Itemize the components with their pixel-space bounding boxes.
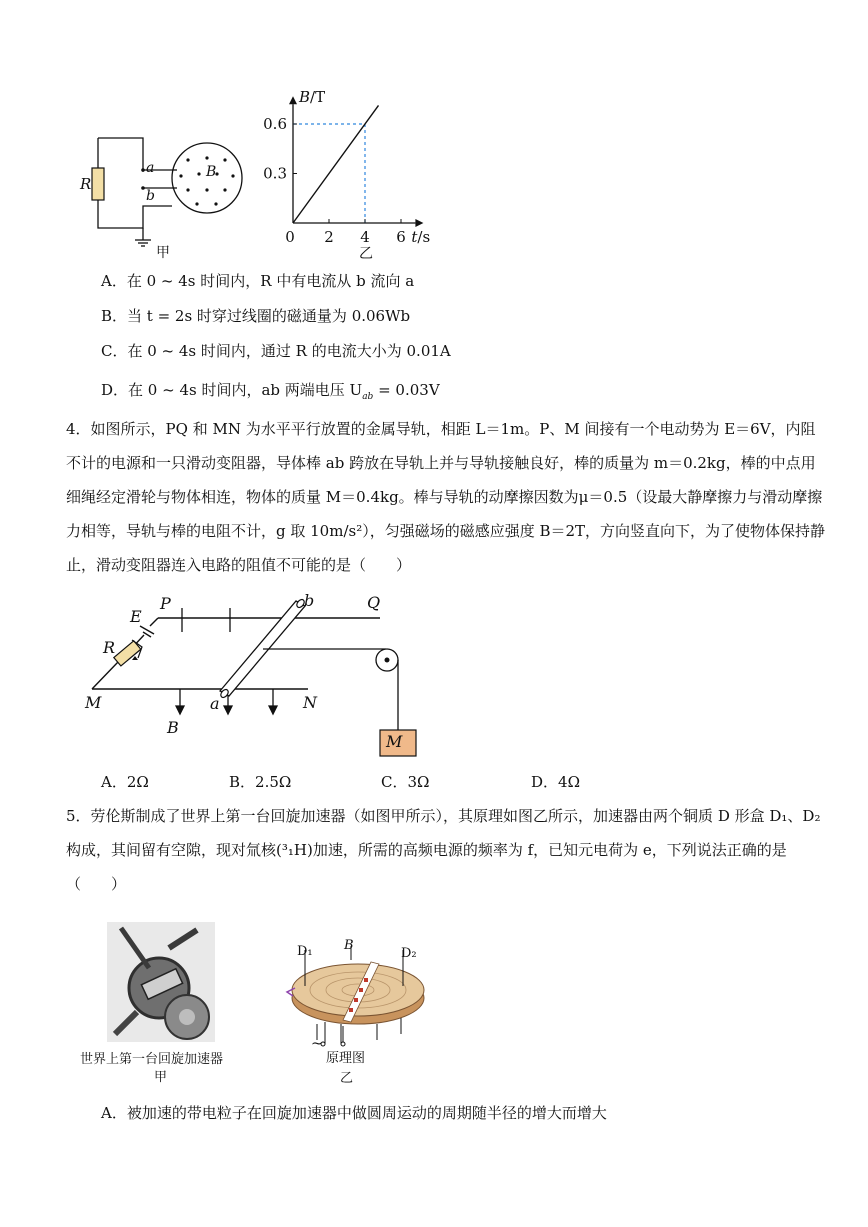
field-arrows: [176, 608, 277, 714]
diagram-caption-yi: 乙: [340, 1071, 354, 1086]
x-axis-label: t/s: [411, 228, 431, 246]
q3-option-d-subscript: ab: [362, 392, 374, 402]
field-b-label: B: [206, 164, 217, 180]
resistor-symbol: [92, 168, 104, 200]
q4-option-c: C．3Ω: [381, 773, 430, 791]
q4-question-text: 4．如图所示，PQ 和 MN 为水平平行放置的金属导轨，相距 L＝1m。P、M 间接有一个电动势为 E＝6V，内阻不计的电源和一只滑动变阻器，导体棒 ab 跨放在导轨上并与导轨接触良好，棒的质量为 m＝0.2kg，棒的中点用细绳经定滑轮与物体相连，物体的质量 M＝0.4kg。棒与导轨的动摩擦因数为μ＝0.5（设最大静摩擦力与滑动摩擦力相等，导轨与棒的电阻不计，g 取 10m/s²），匀强磁场的磁感应强度 B＝2T，方向竖直向下，为了使物体保持静止，滑动变阻器连入电路的阻值不可能的是（ ）: [66, 420, 826, 574]
resistor-label: R: [80, 175, 92, 193]
origin-label: 0: [285, 228, 295, 246]
q3-option-b: B．当 t = 2s 时穿过线圈的磁通量为 0.06Wb: [101, 307, 411, 325]
q3-option-d-suffix: = 0.03V: [373, 381, 440, 399]
series-line-b: [293, 105, 379, 223]
y-tick-label: 0.6: [263, 115, 287, 133]
q3-option-d: [101, 380, 440, 407]
y-axis-arrow: [289, 96, 297, 104]
terminal-b-label: b: [146, 188, 155, 204]
q5-option-a: A．被加速的带电粒子在回旋加速器中做圆周运动的周期随半径的增大而增大: [101, 1104, 607, 1122]
diagram-label-d2: D₂: [401, 946, 417, 961]
diagram-caption: 原理图: [326, 1051, 366, 1066]
terminal-a-label: a: [146, 160, 155, 176]
q4-options: [101, 771, 821, 793]
q4-option-a: A．2Ω: [101, 773, 149, 791]
rail-label-b: b: [304, 591, 315, 610]
q3-option-d-prefix: D．在 0 ~ 4s 时间内，ab 两端电压 U: [101, 381, 363, 399]
rail-label-p: P: [160, 594, 171, 613]
figure-caption-yi: 乙: [359, 246, 373, 262]
mass-label-m: M: [386, 732, 403, 751]
rail-label-a: a: [210, 694, 220, 713]
q3-option-a: A．在 0 ~ 4s 时间内，R 中有电流从 b 流向 a: [101, 272, 415, 290]
photo-caption-jia: 甲: [154, 1070, 168, 1085]
y-tick-label: 0.3: [263, 164, 287, 183]
source-label-e: E: [130, 607, 142, 626]
rail-label-q: Q: [367, 593, 381, 612]
cyclotron-photo: [107, 922, 215, 1042]
circuit-figure: [75, 128, 255, 258]
x-tick-label: 2: [324, 228, 334, 246]
diagram-source-symbol: ~: [311, 1036, 323, 1052]
rail-label-m: M: [85, 693, 102, 712]
field-label-b: B: [167, 718, 179, 737]
x-tick-label: 6: [396, 228, 406, 246]
rheostat-label-r: R: [103, 638, 116, 657]
b-t-graph: [260, 88, 435, 258]
x-axis-arrow: [415, 219, 423, 227]
rail-label-n: N: [303, 693, 317, 712]
q4-option-b: B．2.5Ω: [229, 773, 292, 791]
q4-option-d: D．4Ω: [531, 773, 581, 791]
figure-caption-jia: 甲: [156, 245, 170, 261]
q3-option-c: C．在 0 ~ 4s 时间内，通过 R 的电流大小为 0.01A: [101, 342, 451, 360]
q5-question-text: 5．劳伦斯制成了世界上第一台回旋加速器（如图甲所示），其原理如图乙所示，加速器由两个铜质 D 形盒 D₁、D₂ 构成，其间留有空隙，现对氚核(³₁H)加速，所需的高频电源的频率为 f，已知元电荷为 e，下列说法正确的是（ ）: [66, 807, 821, 893]
diagram-label-b: B: [344, 938, 354, 953]
diagram-label-d1: D₁: [297, 944, 313, 959]
photo-caption: 世界上第一台回旋加速器: [80, 1052, 224, 1067]
y-axis-label: B/T: [299, 88, 326, 107]
x-tick-label: 4: [360, 228, 370, 246]
